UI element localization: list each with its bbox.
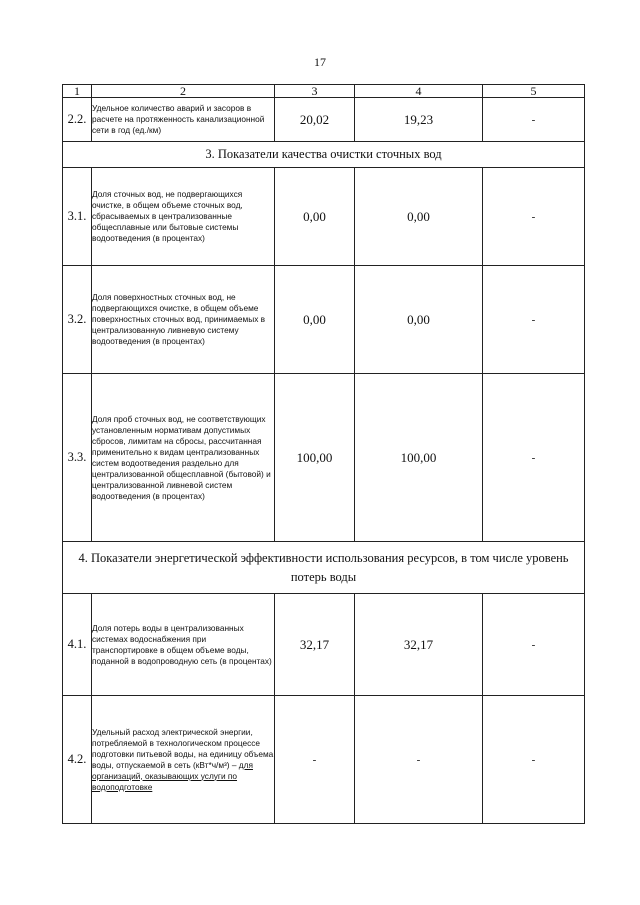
table-row [63,696,585,824]
indicator-description: Доля потерь воды в централизованных системах водоснабжения при транспортировке в общем объеме воды, поданной в водопроводную сеть (в процентах) [92,594,275,696]
description-underlined-text: для организаций, оказывающих услуги по водоподготовке [92,759,253,792]
indicator-description: Доля поверхностных сточных вод, не подвергающихся очистке, в общем объеме поверхностных сточных вод, принимаемых в централизованную ливневую систему водоотведения (в процентах) [92,266,275,374]
column-header-row [63,85,585,98]
table-row [63,374,585,542]
column-header: 1 [63,85,92,98]
value-col5: - [483,696,585,824]
value-col5: - [483,168,585,266]
section-heading: 3. Показатели качества очистки сточных вод [63,142,585,168]
value-col4: 100,00 [355,374,483,542]
value-col3: 20,02 [275,98,355,142]
indicator-description: Доля сточных вод, не подвергающихся очистке, в общем объеме сточных вод, сбрасываемых в централизованные общесплавные или бытовые системы водоотведения (в процентах) [92,168,275,266]
table-row [63,266,585,374]
value-col3: 100,00 [275,374,355,542]
row-number: 2.2. [63,98,92,142]
value-col3: - [275,696,355,824]
column-header: 2 [92,85,275,98]
indicators-table [62,84,585,824]
value-col3: 0,00 [275,266,355,374]
row-number: 3.3. [63,374,92,542]
column-header: 3 [275,85,355,98]
table-row [63,98,585,142]
value-col4: 19,23 [355,98,483,142]
table-row [63,168,585,266]
column-header: 5 [483,85,585,98]
row-number: 4.2. [63,696,92,824]
value-col3: 0,00 [275,168,355,266]
section-row [63,542,585,594]
indicator-description: Доля проб сточных вод, не соответствующих установленным нормативам допустимых сбросов, лимитам на сбросы, рассчитанная применительно к видам централизованных систем водоотведения раздельно для централизованной общесплавной (бытовой) и централизованной ливневой систем водоотведения (в процентах) [92,374,275,542]
section-row [63,142,585,168]
value-col5: - [483,266,585,374]
indicator-description [92,696,275,824]
table-row [63,594,585,696]
value-col4: 32,17 [355,594,483,696]
row-number: 3.2. [63,266,92,374]
value-col5: - [483,374,585,542]
column-header: 4 [355,85,483,98]
row-number: 4.1. [63,594,92,696]
description-text: Удельный расход электрической энергии, потребляемой в технологическом процессе подготовки питьевой воды, на единицу объема воды, отпускаемой в сеть (кВт*ч/м³) – [92,726,274,770]
value-col4: 0,00 [355,168,483,266]
value-col3: 32,17 [275,594,355,696]
row-number: 3.1. [63,168,92,266]
indicator-description: Удельное количество аварий и засоров в расчете на протяженность канализационной сети в год (ед./км) [92,98,275,142]
value-col5: - [483,594,585,696]
value-col4: - [355,696,483,824]
value-col5: - [483,98,585,142]
section-heading: 4. Показатели энергетической эффективности использования ресурсов, в том числе уровень потерь воды [63,542,585,594]
value-col4: 0,00 [355,266,483,374]
page-number: 17 [314,55,326,69]
